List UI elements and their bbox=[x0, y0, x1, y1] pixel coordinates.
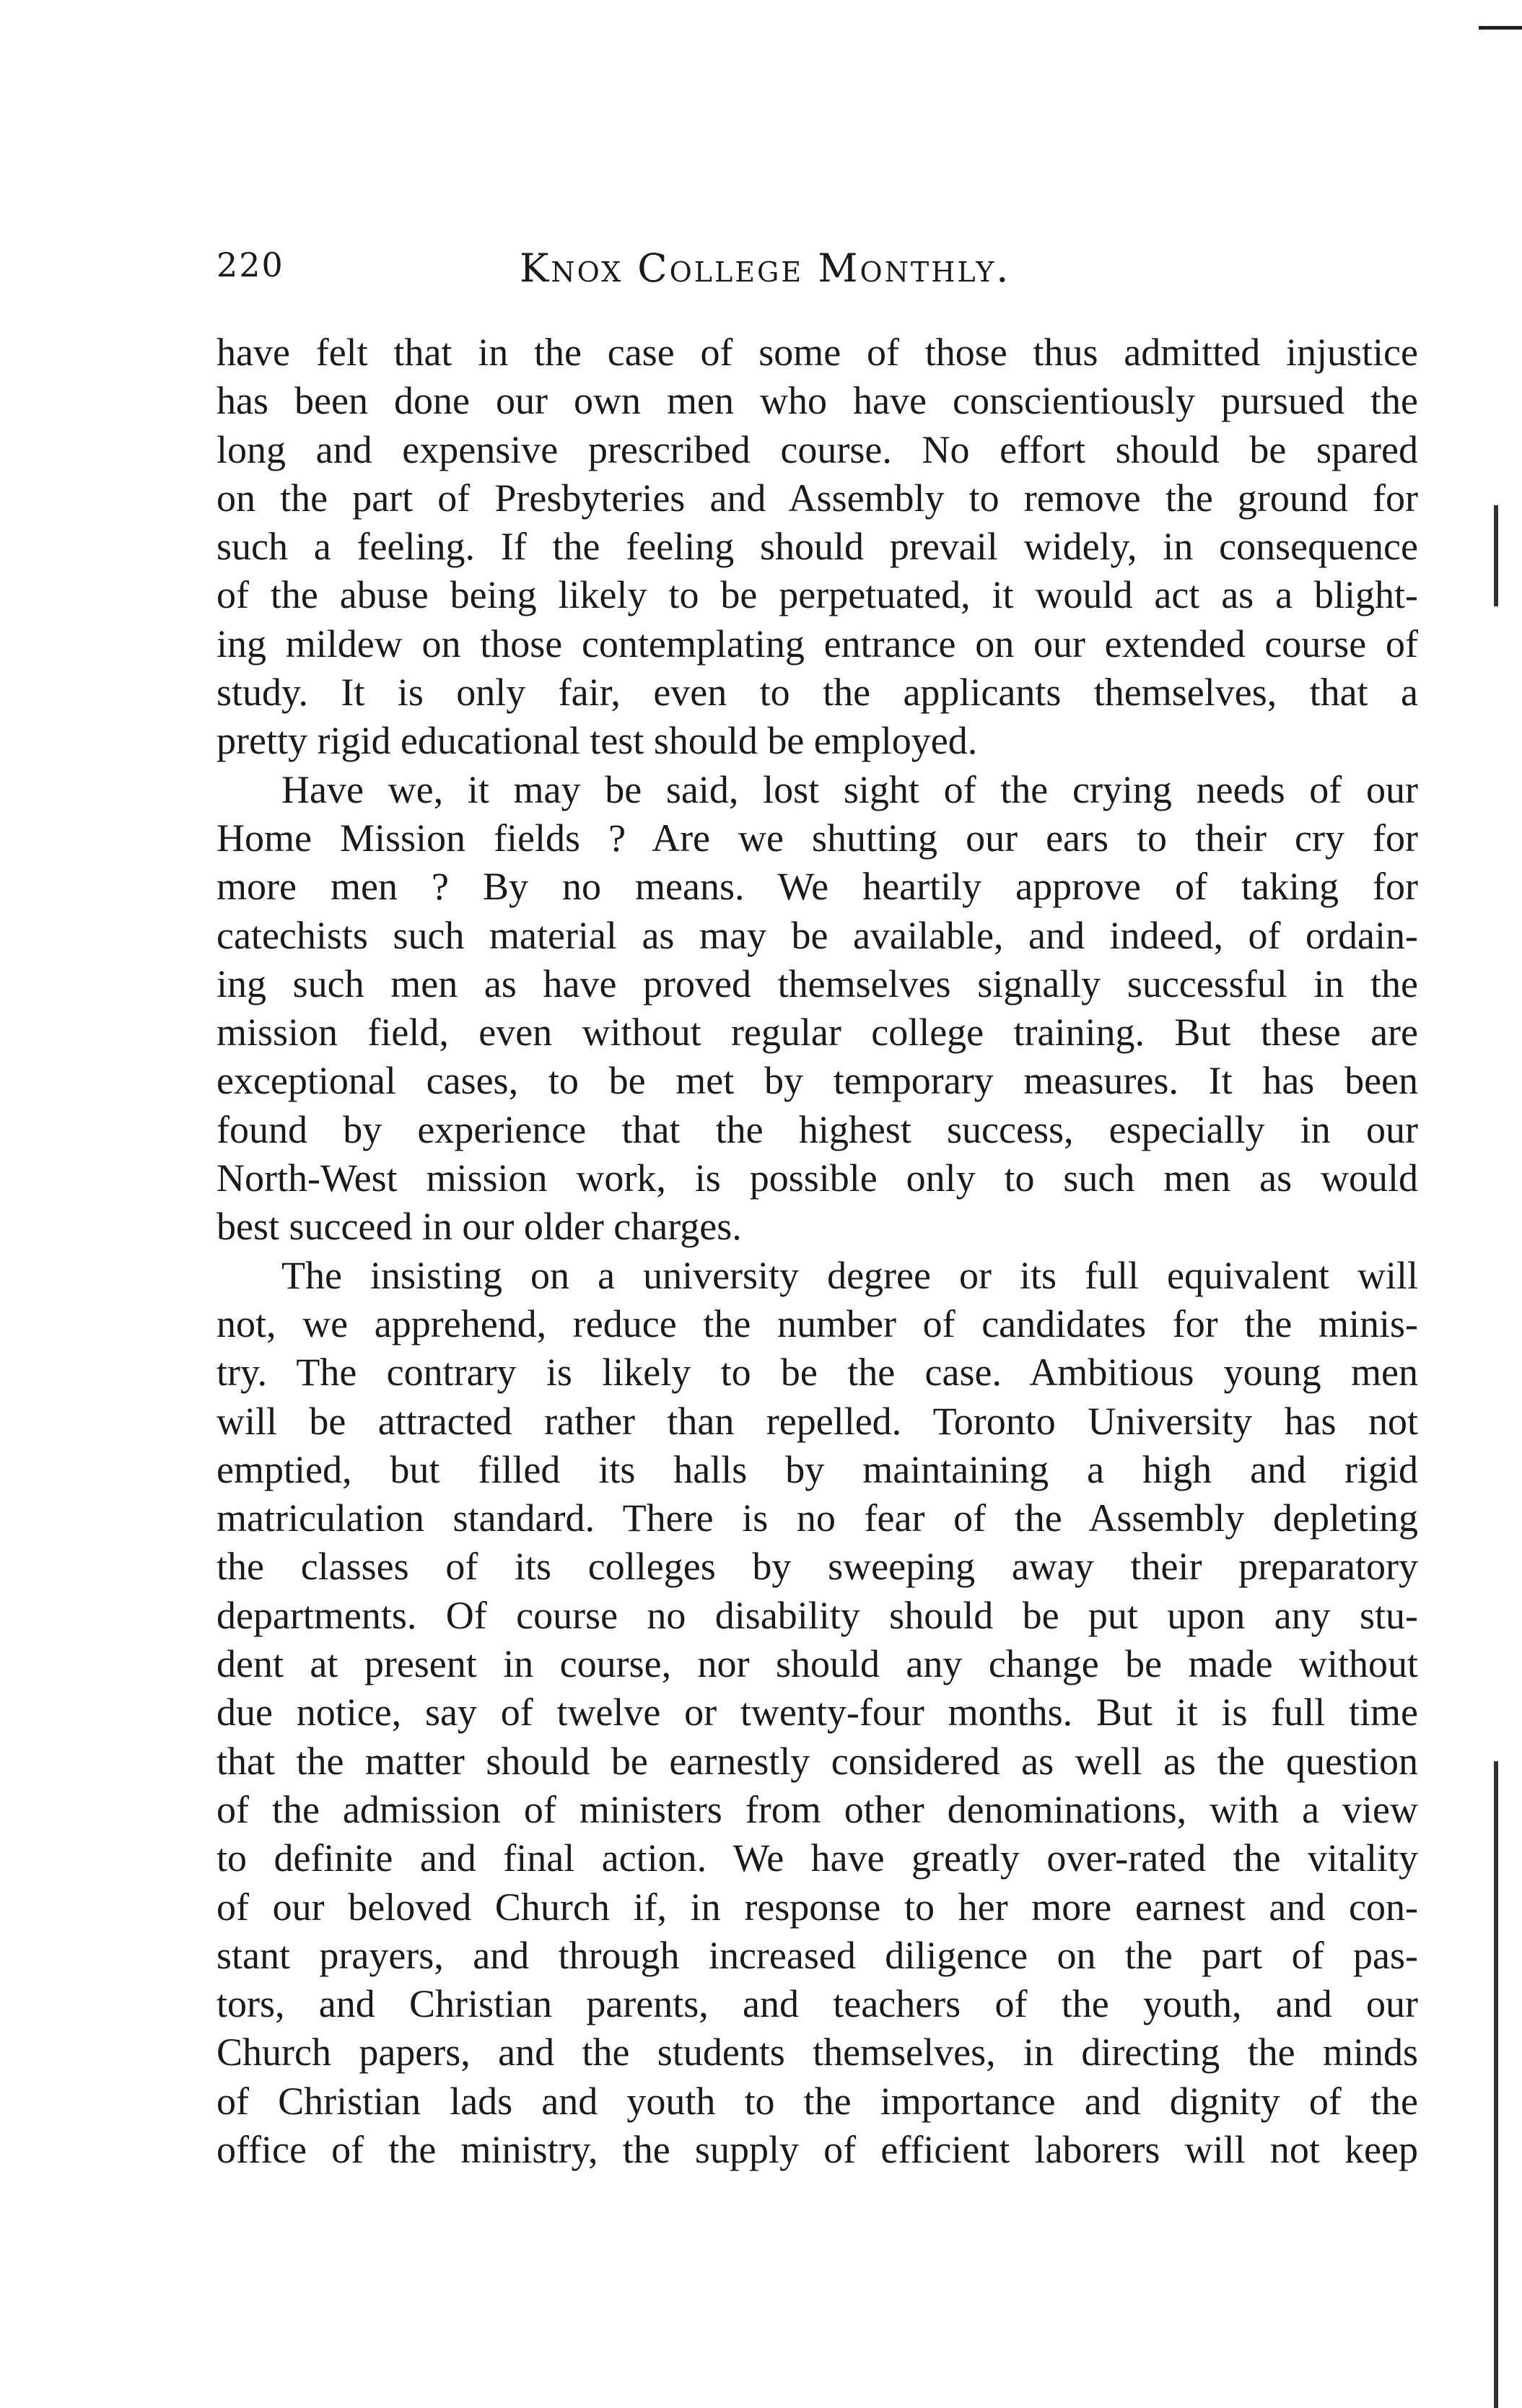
text-line: of the admission of ministers from other denominations, with a view bbox=[217, 1787, 1418, 1831]
text-line: North-West mission work, is possible only to such men as would bbox=[217, 1156, 1418, 1200]
text-line: exceptional cases, to be met by temporary measures. It has been bbox=[217, 1059, 1418, 1103]
paragraph bbox=[217, 766, 1418, 1252]
paragraph bbox=[217, 328, 1418, 766]
text-line: will be attracted rather than repelled. Toronto University has not bbox=[217, 1399, 1418, 1443]
text-line: pretty rigid educational test should be employed. bbox=[217, 719, 978, 763]
text-line: more men ? By no means. We heartily approve of taking for bbox=[217, 865, 1418, 909]
text-line: office of the ministry, the supply of efficient laborers will not keep bbox=[217, 2127, 1418, 2171]
text-line: found by experience that the highest success, especially in our bbox=[217, 1107, 1418, 1151]
text-line: ing such men as have proved themselves signally successful in the bbox=[217, 961, 1418, 1005]
text-line: that the matter should be earnestly considered as well as the question bbox=[217, 1739, 1418, 1783]
text-line: tors, and Christian parents, and teachers of the youth, and our bbox=[217, 1982, 1418, 2026]
text-line: mission field, even without regular college training. But these are bbox=[217, 1011, 1418, 1055]
corner-mark bbox=[1479, 26, 1522, 30]
text-line: Home Mission fields ? Are we shutting our ears to their cry for bbox=[217, 816, 1418, 860]
text-line: catechists such material as may be available, and indeed, of ordain- bbox=[217, 913, 1418, 957]
text-line: has been done our own men who have conscientiously pursued the bbox=[217, 379, 1418, 423]
paragraph bbox=[217, 1252, 1418, 2175]
text-line: Have we, it may be said, lost sight of the crying needs of our bbox=[281, 767, 1418, 811]
page-number: 220 bbox=[217, 245, 284, 284]
margin-rule bbox=[1494, 505, 1498, 606]
text-line: stant prayers, and through increased diligence on the part of pas- bbox=[217, 1933, 1418, 1977]
text-line: best succeed in our older charges. bbox=[217, 1205, 742, 1249]
text-line: not, we apprehend, reduce the number of candidates for the minis- bbox=[217, 1301, 1418, 1345]
margin-rule bbox=[1494, 1761, 1498, 2408]
running-title: Knox College Monthly. bbox=[520, 245, 1011, 291]
text-line: such a feeling. If the feeling should prevail widely, in consequence bbox=[217, 525, 1418, 569]
text-line: of our beloved Church if, in response to her more earnest and con- bbox=[217, 1885, 1418, 1929]
text-line: of Christian lads and youth to the importance and dignity of the bbox=[217, 2079, 1418, 2123]
text-line: the classes of its colleges by sweeping away their preparatory bbox=[217, 1545, 1418, 1589]
text-line: The insisting on a university degree or its full equivalent will bbox=[281, 1253, 1418, 1297]
text-line: try. The contrary is likely to be the case. Ambitious young men bbox=[217, 1351, 1418, 1395]
text-line: departments. Of course no disability should be put upon any stu- bbox=[217, 1593, 1418, 1637]
text-line: to definite and final action. We have greatly over-rated the vitality bbox=[217, 1836, 1418, 1880]
text-line: ing mildew on those contemplating entrance on our extended course of bbox=[217, 621, 1418, 666]
text-line: on the part of Presbyteries and Assembly to remove the ground for bbox=[217, 476, 1418, 520]
text-line: long and expensive prescribed course. No effort should be spared bbox=[217, 427, 1418, 471]
body-text bbox=[217, 328, 1418, 2174]
text-line: dent at present in course, nor should any change be made without bbox=[217, 1642, 1418, 1686]
text-line: of the abuse being likely to be perpetuated, it would act as a blight- bbox=[217, 573, 1418, 617]
text-line: Church papers, and the students themselves, in directing the minds bbox=[217, 2030, 1418, 2075]
text-line: emptied, but filled its halls by maintaining a high and rigid bbox=[217, 1447, 1418, 1491]
text-line: have felt that in the case of some of those thus admitted injustice bbox=[217, 331, 1418, 374]
text-line: due notice, say of twelve or twenty-four months. But it is full time bbox=[217, 1691, 1418, 1735]
text-line: study. It is only fair, even to the applicants themselves, that a bbox=[217, 671, 1418, 715]
text-line: matriculation standard. There is no fear of the Assembly depleting bbox=[217, 1496, 1418, 1540]
page-header bbox=[217, 245, 1407, 303]
